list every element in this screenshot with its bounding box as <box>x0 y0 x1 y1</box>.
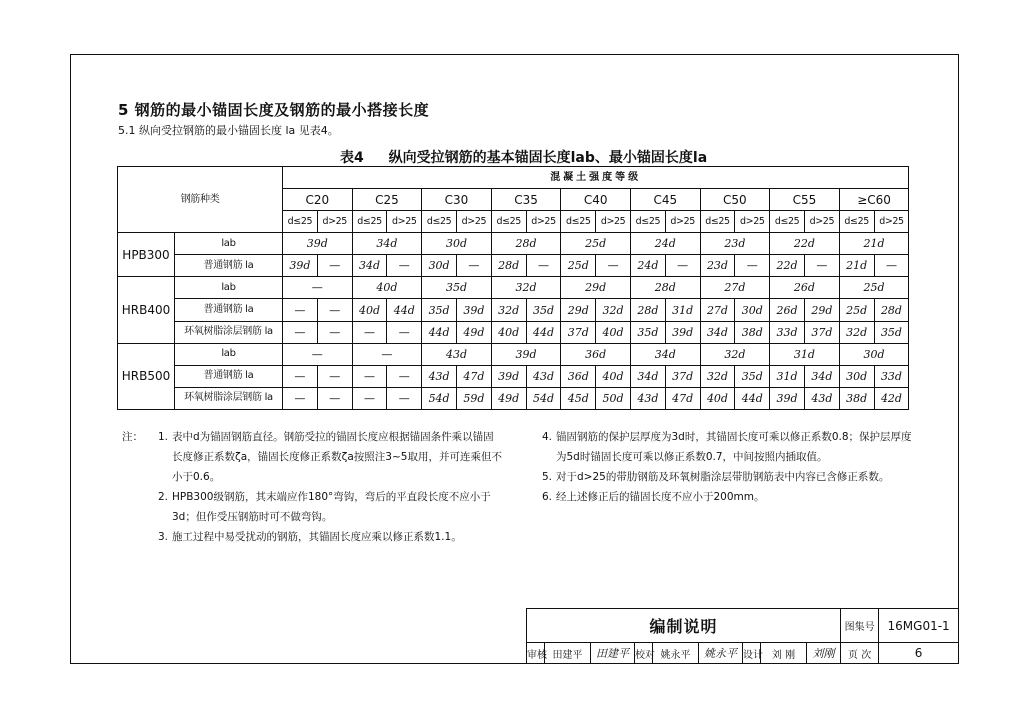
note-text: 对于d>25的带肋钢筋及环氧树脂涂层带肋钢筋表中内容已含修正系数。 <box>556 471 890 483</box>
value-cell: 44d <box>422 321 457 343</box>
subheader-small-d: d≤25 <box>700 211 735 233</box>
subheader-large-d: d>25 <box>387 211 422 233</box>
subheader-small-d: d≤25 <box>422 211 457 233</box>
steel-type-header: 钢筋种类 <box>118 167 283 233</box>
row-label: lab <box>175 277 283 299</box>
value-cell: — <box>352 387 387 409</box>
value-cell: 37d <box>561 321 596 343</box>
value-cell: 34d <box>352 255 387 277</box>
row-label: 普通钢筋 la <box>175 299 283 321</box>
value-cell: 42d <box>874 387 909 409</box>
notes-indent <box>122 527 148 547</box>
value-cell: — <box>317 321 352 343</box>
note-text: 施工过程中易受扰动的钢筋，其锚固长度应乘以修正系数1.1。 <box>172 531 462 543</box>
value-cell: — <box>352 321 387 343</box>
value-cell: — <box>874 255 909 277</box>
designer-name: 刘 刚 <box>761 643 807 664</box>
value-cell: — <box>283 387 318 409</box>
value-cell: 54d <box>526 387 561 409</box>
value-cell: 44d <box>526 321 561 343</box>
value-cell: 45d <box>561 387 596 409</box>
value-cell: 33d <box>770 321 805 343</box>
value-cell: — <box>317 299 352 321</box>
value-cell: 43d <box>804 387 839 409</box>
value-cell: — <box>387 255 422 277</box>
value-cell: 43d <box>526 365 561 387</box>
value-cell: 32d <box>700 365 735 387</box>
value-cell: 36d <box>561 365 596 387</box>
grade-header: C25 <box>352 189 422 211</box>
value-cell: 44d <box>387 299 422 321</box>
value-cell: 21d <box>839 233 909 255</box>
value-cell: 26d <box>770 277 840 299</box>
value-cell: 43d <box>422 365 457 387</box>
value-cell: 28d <box>491 255 526 277</box>
subheader-large-d: d>25 <box>317 211 352 233</box>
grade-header: C50 <box>700 189 770 211</box>
value-cell: 34d <box>804 365 839 387</box>
value-cell: 30d <box>422 255 457 277</box>
notes-left <box>122 427 502 547</box>
value-cell: 28d <box>491 233 561 255</box>
grade-header: ≥C60 <box>839 189 909 211</box>
value-cell: 27d <box>700 299 735 321</box>
grade-header: C45 <box>630 189 700 211</box>
value-cell: 38d <box>839 387 874 409</box>
value-cell: 43d <box>422 343 492 365</box>
value-cell: 32d <box>491 277 561 299</box>
notes-right <box>532 427 922 507</box>
value-cell: 54d <box>422 387 457 409</box>
value-cell: 24d <box>630 233 700 255</box>
value-cell: — <box>283 299 318 321</box>
value-cell: — <box>352 365 387 387</box>
steel-grade-name: HPB300 <box>118 233 175 277</box>
value-cell: — <box>596 255 631 277</box>
value-cell: 35d <box>526 299 561 321</box>
value-cell: 22d <box>770 233 840 255</box>
subheader-small-d: d≤25 <box>561 211 596 233</box>
value-cell: 24d <box>630 255 665 277</box>
value-cell: 39d <box>283 255 318 277</box>
note-number: 2. <box>157 491 168 503</box>
value-cell: — <box>317 365 352 387</box>
value-cell: 27d <box>700 277 770 299</box>
value-cell: 40d <box>596 321 631 343</box>
note-item <box>122 527 502 547</box>
value-cell: 36d <box>561 343 631 365</box>
note-text: 锚固钢筋的保护层厚度为3d时，其锚固长度可乘以修正系数0.8；保护层厚度为5d时锚固长度可乘以修正系数0.7，中间按照内插取值。 <box>556 431 912 463</box>
value-cell: — <box>665 255 700 277</box>
value-cell: 28d <box>630 299 665 321</box>
table-caption-text: 纵向受拉钢筋的基本锚固长度lab、最小锚固长度la <box>388 150 708 166</box>
value-cell: 43d <box>630 387 665 409</box>
value-cell: 28d <box>630 277 700 299</box>
subheader-small-d: d≤25 <box>770 211 805 233</box>
value-cell: 32d <box>596 299 631 321</box>
value-cell: 47d <box>665 387 700 409</box>
grade-header: C40 <box>561 189 631 211</box>
value-cell: 35d <box>874 321 909 343</box>
value-cell: 26d <box>770 299 805 321</box>
value-cell: — <box>317 387 352 409</box>
design-label: 设计 <box>743 643 761 664</box>
value-cell: 49d <box>456 321 491 343</box>
grade-header: C30 <box>422 189 492 211</box>
value-cell: 23d <box>700 233 770 255</box>
value-cell: — <box>283 365 318 387</box>
value-cell: 29d <box>561 277 631 299</box>
value-cell: 23d <box>700 255 735 277</box>
value-cell: 59d <box>456 387 491 409</box>
note-number: 3. <box>157 531 168 543</box>
notes-indent <box>122 487 148 527</box>
value-cell: 35d <box>630 321 665 343</box>
value-cell: 30d <box>735 299 770 321</box>
value-cell: — <box>283 343 353 365</box>
subheader-small-d: d≤25 <box>630 211 665 233</box>
value-cell: 44d <box>735 387 770 409</box>
value-cell: 39d <box>491 343 561 365</box>
atlas-number-label: 图集号 <box>841 609 879 643</box>
subheader-large-d: d>25 <box>874 211 909 233</box>
value-cell: — <box>352 343 422 365</box>
value-cell: 34d <box>630 365 665 387</box>
value-cell: 40d <box>352 299 387 321</box>
value-cell: 47d <box>456 365 491 387</box>
value-cell: — <box>804 255 839 277</box>
value-cell: — <box>317 255 352 277</box>
value-cell: 34d <box>630 343 700 365</box>
value-cell: 31d <box>770 343 840 365</box>
value-cell: 40d <box>352 277 422 299</box>
value-cell: 35d <box>422 277 492 299</box>
value-cell: 50d <box>596 387 631 409</box>
note-text: HPB300级钢筋，其末端应作180°弯钩，弯后的平直段长度不应小于3d；但作受压钢筋时可不做弯钩。 <box>172 491 491 523</box>
steel-grade-name: HRB400 <box>118 277 175 343</box>
value-cell: 31d <box>770 365 805 387</box>
note-number: 1. <box>157 431 168 443</box>
steel-grade-name: HRB500 <box>118 343 175 409</box>
value-cell: 29d <box>804 299 839 321</box>
value-cell: 32d <box>839 321 874 343</box>
subheader-large-d: d>25 <box>526 211 561 233</box>
anchorage-length-table <box>117 166 909 410</box>
subheader-small-d: d≤25 <box>491 211 526 233</box>
note-text: 表中d为锚固钢筋直径。钢筋受拉的锚固长度应根据锚固条件乘以锚固长度修正系数ζa，锚固长度修正系数ζa按照注3~5取用，并可连乘但不小于0.6。 <box>172 431 502 483</box>
section-title: 5 钢筋的最小锚固长度及钢筋的最小搭接长度 <box>118 101 430 119</box>
value-cell: 31d <box>665 299 700 321</box>
value-cell: 34d <box>352 233 422 255</box>
value-cell: 30d <box>422 233 492 255</box>
value-cell: 25d <box>839 299 874 321</box>
table-number: 表4 <box>340 150 364 166</box>
atlas-number: 16MG01-1 <box>879 609 959 643</box>
value-cell: 37d <box>665 365 700 387</box>
value-cell: — <box>456 255 491 277</box>
row-label: 环氧树脂涂层钢筋 la <box>175 321 283 343</box>
note-number: 5. <box>541 471 552 483</box>
note-item <box>532 487 922 507</box>
title-block <box>526 608 959 664</box>
value-cell: — <box>387 365 422 387</box>
review-label: 审核 <box>527 643 545 664</box>
value-cell: 25d <box>561 255 596 277</box>
value-cell: — <box>283 321 318 343</box>
row-label: lab <box>175 233 283 255</box>
subheader-large-d: d>25 <box>456 211 491 233</box>
subheader-small-d: d≤25 <box>839 211 874 233</box>
reviewer-signature: 田建平 <box>591 643 635 664</box>
value-cell: 39d <box>283 233 353 255</box>
value-cell: 30d <box>839 343 909 365</box>
value-cell: 25d <box>561 233 631 255</box>
subheader-large-d: d>25 <box>596 211 631 233</box>
value-cell: 22d <box>770 255 805 277</box>
value-cell: — <box>526 255 561 277</box>
row-label: 普通钢筋 la <box>175 255 283 277</box>
value-cell: 38d <box>735 321 770 343</box>
subheader-small-d: d≤25 <box>283 211 318 233</box>
value-cell: 49d <box>491 387 526 409</box>
note-item <box>122 427 502 487</box>
row-label: lab <box>175 343 283 365</box>
checker-name: 姚永平 <box>653 643 699 664</box>
value-cell: 33d <box>874 365 909 387</box>
value-cell: 32d <box>700 343 770 365</box>
value-cell: 39d <box>770 387 805 409</box>
note-number: 4. <box>541 431 552 443</box>
note-item <box>532 427 922 467</box>
value-cell: 34d <box>700 321 735 343</box>
value-cell: 39d <box>491 365 526 387</box>
page-number: 6 <box>879 643 959 664</box>
value-cell: 37d <box>804 321 839 343</box>
note-text: 经上述修正后的锚固长度不应小于200mm。 <box>556 491 765 503</box>
value-cell: — <box>387 387 422 409</box>
grade-header: C20 <box>283 189 353 211</box>
grade-header: C55 <box>770 189 840 211</box>
value-cell: 28d <box>874 299 909 321</box>
subheader-large-d: d>25 <box>735 211 770 233</box>
value-cell: — <box>387 321 422 343</box>
concrete-grade-header: 混凝土强度等级 <box>283 167 909 189</box>
note-item <box>122 487 502 527</box>
value-cell: 21d <box>839 255 874 277</box>
row-label: 环氧树脂涂层钢筋 la <box>175 387 283 409</box>
drawing-title: 编制说明 <box>527 609 841 643</box>
value-cell: 40d <box>596 365 631 387</box>
note-number: 6. <box>541 491 552 503</box>
value-cell: 29d <box>561 299 596 321</box>
page-label: 页 次 <box>841 643 879 664</box>
table-caption <box>340 147 707 167</box>
value-cell: 39d <box>456 299 491 321</box>
value-cell: 40d <box>700 387 735 409</box>
reviewer-name: 田建平 <box>545 643 591 664</box>
value-cell: — <box>735 255 770 277</box>
value-cell: 30d <box>839 365 874 387</box>
section-subtitle: 5.1 纵向受拉钢筋的最小锚固长度 la 见表4。 <box>118 124 339 137</box>
value-cell: 40d <box>491 321 526 343</box>
value-cell: 35d <box>735 365 770 387</box>
value-cell: 35d <box>422 299 457 321</box>
value-cell: 39d <box>665 321 700 343</box>
value-cell: — <box>283 277 353 299</box>
check-label: 校对 <box>635 643 653 664</box>
subheader-large-d: d>25 <box>804 211 839 233</box>
checker-signature: 姚永平 <box>699 643 743 664</box>
notes-prefix: 注： <box>122 431 143 443</box>
value-cell: 25d <box>839 277 909 299</box>
subheader-large-d: d>25 <box>665 211 700 233</box>
value-cell: 32d <box>491 299 526 321</box>
grade-header: C35 <box>491 189 561 211</box>
row-label: 普通钢筋 la <box>175 365 283 387</box>
note-item <box>532 467 922 487</box>
subheader-small-d: d≤25 <box>352 211 387 233</box>
designer-signature: 刘刚 <box>807 643 841 664</box>
